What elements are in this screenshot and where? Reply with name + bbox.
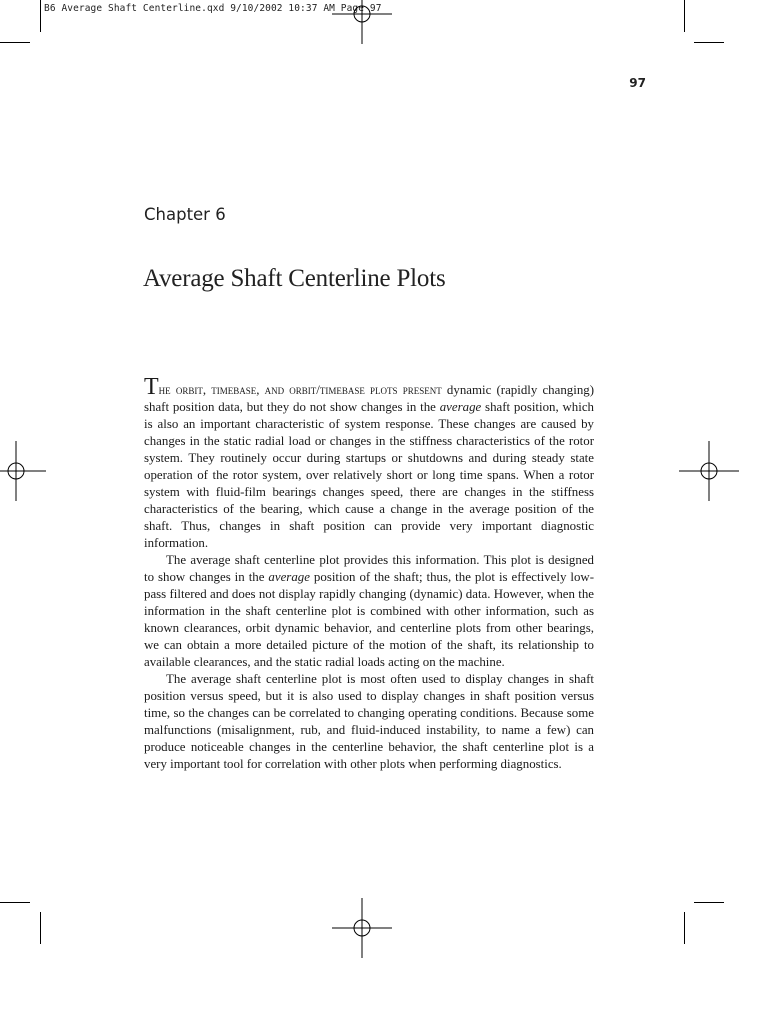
registration-mark-icon [332,0,392,44]
paragraph-text: dynamic (rapidly changing) shaft position data, but they do not show changes in the [144,383,595,414]
registration-mark-icon [679,441,739,501]
crop-mark [684,912,685,944]
crop-mark [684,0,685,32]
paragraph-1 [144,374,595,552]
paragraph-text: position of the shaft; thus, the plot is effectively low-pass filtered and does not display rapidly changing (dynamic) data. However, when the information in the shaft centerline plot is combined with other information, such as known clearances, orbit dynamic behavior, and centerline plots from other bearings, we can obtain a more detailed picture of the motion of the shaft, its relationship to available clearances, and the static radial loads acting on the machine. [144,570,594,669]
emphasis: average [268,570,310,584]
print-slug: B6 Average Shaft Centerline.qxd 9/10/2002 10:37 AM Page 97 [44,3,382,14]
crop-mark [40,912,41,944]
crop-mark [694,42,724,43]
chapter-label: Chapter 6 [144,205,226,224]
crop-mark [40,0,41,32]
paragraph-text: shaft position, which is also an important characteristic of system response. These changes are caused by changes in the static radial load or changes in the stiffness characteristics of the rotor system. They routinely occur during startups or shutdowns and during steady state operation of the rotor system, over relatively short or long time spans. When a rotor system with fluid-film bearings changes speed, there are changes in the stiffness characteristics of the bearing, which cause a change in the average position of the shaft. Thus, changes in shaft position can provide very important diagnostic information. [144,400,594,550]
body-text [144,374,595,773]
paragraph-2 [144,552,594,671]
chapter-title: Average Shaft Centerline Plots [143,265,446,292]
page-number: 97 [629,76,646,90]
paragraph-3: The average shaft centerline plot is most often used to display changes in shaft position versus speed, but it is also used to display changes in shaft position versus time, so the changes can be correlated to changing operating conditions. Because some malfunctions (misalignment, rub, and fluid-induced instability, to name a few) can produce noticeable changes in the centerline behavior, the shaft centerline plot is a very important tool for correlation with other plots when performing diagnostics. [144,672,594,771]
lead-in-small-caps: he orbit, timebase, and orbit/timebase plots present [158,383,442,397]
registration-mark-icon [0,441,46,501]
drop-cap: T [144,374,159,400]
paragraph-text: The average shaft centerline plot provides this information. This plot is designed to show changes in the [144,553,594,584]
emphasis: average [439,400,482,414]
crop-mark [694,902,724,903]
registration-mark-icon [332,898,392,958]
crop-mark [0,42,30,43]
crop-mark [0,902,30,903]
